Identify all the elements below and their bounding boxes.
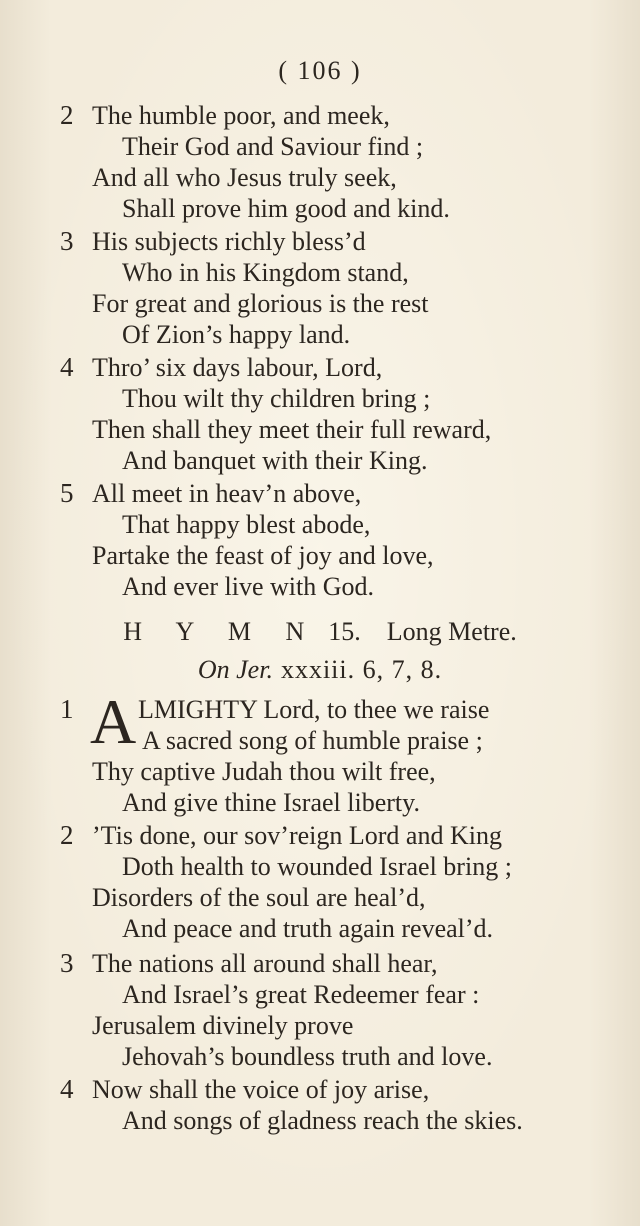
verse-number: 4 [60,352,74,382]
verse-number: 4 [60,1074,74,1104]
verse-line: And give thine Israel liberty. [122,788,420,817]
verse-line: Of Zion’s happy land. [122,320,351,349]
verse-line: And ever live with God. [122,572,375,601]
verse-2 [60,820,620,944]
verse-number: 2 [60,820,74,850]
verse-2-prev [60,100,620,224]
verse-line: Now shall the voice of joy arise, [92,1075,430,1104]
verse-line: Shall prove him good and kind. [122,194,450,223]
hymn-reference: xxxiii. 6, 7, 8. [280,655,443,684]
verse-line: Who in his Kingdom stand, [122,258,409,287]
verse-number: 3 [60,226,74,256]
verse-line: ’Tis done, our sov’reign Lord and King [92,821,502,850]
verse-line: Disorders of the soul are heal’d, [92,883,426,912]
verse-4-prev [60,352,620,476]
verse-number: 3 [60,948,74,978]
verse-5-prev [60,478,620,602]
verse-number: 2 [60,100,74,130]
hymn-scripture-reference [0,655,640,685]
verse-1 [60,686,620,818]
verse-line: The nations all around shall hear, [92,949,438,978]
drop-cap: A [90,686,137,757]
verse-line: And Israel’s great Redeemer fear : [122,980,480,1009]
verse-line: And banquet with their King. [122,446,428,475]
page-number: ( 106 ) [278,56,362,85]
verse-line-text: LMIGHTY Lord, to thee we raise [138,695,490,724]
verse-line: Thro’ six days labour, Lord, [92,353,383,382]
verse-line: For great and glorious is the rest [92,289,429,318]
verse-line: A sacred song of humble praise ; [142,726,483,755]
verse-line: The humble poor, and meek, [92,101,390,130]
verse-line: All meet in heav’n above, [92,479,362,508]
verse-4 [60,1074,620,1136]
verse-line: Then shall they meet their full reward, [92,415,492,444]
verse-number: 1 [60,694,74,724]
verse-line: And all who Jesus truly seek, [92,163,397,192]
hymn-label: H Y M N [123,617,319,646]
hymn-heading [0,617,640,647]
verse-3-prev [60,226,620,350]
verse-line: And peace and truth again reveal’d. [122,914,494,943]
verse-line: Doth health to wounded Israel bring ; [122,852,512,881]
verse-number: 5 [60,478,74,508]
verse-3 [60,948,620,1072]
verse-line: Their God and Saviour find ; [122,132,424,161]
hymn-number: 15. [328,617,361,646]
verse-line: Partake the feast of joy and love, [92,541,434,570]
verse-line: Jehovah’s boundless truth and love. [122,1042,493,1071]
verse-line: That happy blest abode, [122,510,371,539]
verse-line [60,694,620,725]
verse-line: Thy captive Judah thou wilt free, [92,757,436,786]
verse-line: And songs of gladness reach the skies. [122,1106,523,1135]
hymn-on: On Jer. [197,655,273,684]
verse-line: His subjects richly bless’d [92,227,366,256]
verse-line: Jerusalem divinely prove [92,1011,354,1040]
hymn-metre: Long Metre. [386,617,517,646]
verse-line: Thou wilt thy children bring ; [122,384,431,413]
